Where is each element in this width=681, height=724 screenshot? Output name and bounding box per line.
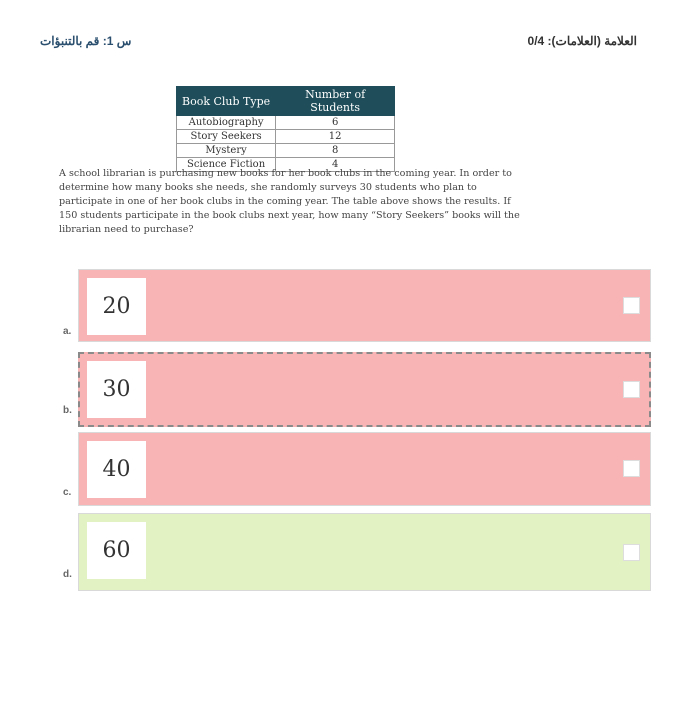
option-checkbox[interactable] bbox=[623, 297, 640, 314]
table-cell-count: 8 bbox=[276, 144, 395, 158]
question-text: A school librarian is purchasing new books for her book clubs in the coming year. In order to determine how many books she needs, she randomly surveys 30 students who plan to participate in one of her book clubs in the coming year. The table above shows the results. If 150 students participate in the book clubs next year, how many “Story Seekers” books will the librarian need to purchase? bbox=[59, 168, 520, 235]
table-cell-type: Story Seekers bbox=[177, 130, 276, 144]
option-checkbox[interactable] bbox=[623, 460, 640, 477]
table-cell-type: Autobiography bbox=[177, 116, 276, 130]
answer-value: 40 bbox=[87, 441, 146, 498]
answer-option-b[interactable] bbox=[78, 352, 651, 427]
answer-option-d[interactable] bbox=[78, 513, 651, 591]
question-number-label: س 1: قم بالتنبؤات bbox=[40, 34, 132, 48]
option-letter-c: c. bbox=[63, 487, 72, 498]
table-row bbox=[177, 116, 395, 130]
answer-value: 20 bbox=[87, 278, 146, 335]
option-letter-d: d. bbox=[63, 569, 72, 580]
table-header-row bbox=[177, 87, 395, 116]
score-label: العلامة (العلامات): 0/4 bbox=[527, 34, 637, 48]
table-row bbox=[177, 144, 395, 158]
table-cell-type: Science Fiction bbox=[177, 158, 276, 172]
table-cell-count: 4 bbox=[276, 158, 395, 172]
option-checkbox[interactable] bbox=[623, 381, 640, 398]
answer-value: 30 bbox=[87, 361, 146, 418]
answer-option-c[interactable] bbox=[78, 432, 651, 506]
column-header-type: Book Club Type bbox=[177, 87, 276, 116]
column-header-count: Number of Students bbox=[276, 87, 395, 116]
table-cell-type: Mystery bbox=[177, 144, 276, 158]
table-cell-count: 6 bbox=[276, 116, 395, 130]
book-club-table bbox=[176, 86, 395, 172]
option-letter-b: b. bbox=[63, 405, 72, 416]
answer-value: 60 bbox=[87, 522, 146, 579]
option-checkbox[interactable] bbox=[623, 544, 640, 561]
option-letter-a: a. bbox=[63, 326, 72, 337]
answer-option-a[interactable] bbox=[78, 269, 651, 342]
table-cell-count: 12 bbox=[276, 130, 395, 144]
table-row bbox=[177, 130, 395, 144]
